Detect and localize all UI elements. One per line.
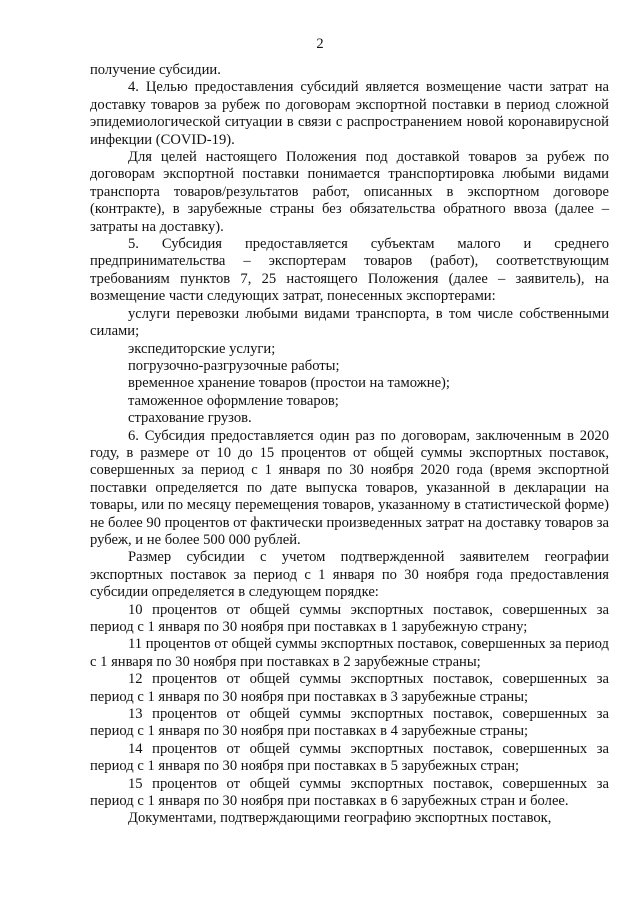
list-item: 10 процентов от общей суммы экспортных поставок, совершенных за период с 1 января по 30 ноября при поставках в 1 зарубежную страну; bbox=[90, 601, 609, 635]
list-item: услуги перевозки любыми видами транспорта, в том числе собственными силами; bbox=[90, 305, 609, 340]
list-item: таможенное оформление товаров; bbox=[128, 392, 339, 409]
list-item: временное хранение товаров (простои на таможне); bbox=[128, 375, 450, 392]
paragraph: получение субсидии. bbox=[90, 62, 221, 78]
paragraph: Для целей настоящего Положения под доставкой товаров за рубеж по договорам экспортной поставки понимается транспортировка любыми видами транспорта товаров/результатов работ, описанных в экспортном договоре (контракте), в зарубежные страны без обязательства обратного ввоза (далее – затраты на доставку). bbox=[90, 149, 609, 235]
page-number: 2 bbox=[316, 36, 324, 52]
list-item: страхование грузов. bbox=[128, 410, 252, 427]
paragraph: 4. Целью предоставления субсидий является возмещение части затрат на доставку товаров за рубеж по договорам экспортной поставки в период сложной эпидемиологической ситуации в связи с распространением новой коронавирусной инфекции (COVID-19). bbox=[90, 79, 609, 148]
list-item: экспедиторские услуги; bbox=[128, 340, 276, 357]
list-item: 12 процентов от общей суммы экспортных поставок, совершенных за период с 1 января по 30 ноября при поставках в 3 зарубежные страны; bbox=[90, 671, 609, 705]
list-item: 11 процентов от общей суммы экспортных поставок, совершенных за период с 1 января по 30 ноября при поставках в 2 зарубежные страны; bbox=[90, 636, 609, 670]
list-item: 13 процентов от общей суммы экспортных поставок, совершенных за период с 1 января по 30 ноября при поставках в 4 зарубежные страны; bbox=[90, 706, 609, 740]
paragraph: Документами, подтверждающими географию экспортных поставок, bbox=[128, 810, 552, 827]
paragraph: 5. Субсидия предоставляется субъектам малого и среднего предпринимательства – экспортерам товаров (работ), соответствующим требованиям пунктов 7, 25 настоящего Положения (далее – заявитель), на возмещение части следующих затрат, понесенных экспортерами: bbox=[90, 236, 609, 305]
list-item: 15 процентов от общей суммы экспортных поставок, совершенных за период с 1 января по 30 ноября при поставках в 6 зарубежных стран и более. bbox=[90, 775, 609, 810]
paragraph: Размер субсидии с учетом подтвержденной заявителем географии экспортных поставок за период с 1 января по 30 ноября года предоставления субсидии определяется в следующем порядке: bbox=[90, 549, 609, 601]
document-body bbox=[90, 62, 609, 828]
list-item: 14 процентов от общей суммы экспортных поставок, совершенных за период с 1 января по 30 ноября при поставках в 5 зарубежных стран; bbox=[90, 740, 609, 775]
paragraph: 6. Субсидия предоставляется один раз по договорам, заключенным в 2020 году, в размере от 10 до 15 процентов от общей суммы экспортных поставок, совершенных за период с 1 января по 30 ноября 2020 года (время экспортной поставки определяется по дате выпуска товаров, указанной в декларации на товары, или по месяцу перемещения товаров, указанному в статистической форме) не более 90 процентов от фактически произведенных затрат на доставку товаров за рубеж, и не более 500 000 рублей. bbox=[90, 427, 609, 548]
list-item: погрузочно-разгрузочные работы; bbox=[128, 357, 340, 374]
